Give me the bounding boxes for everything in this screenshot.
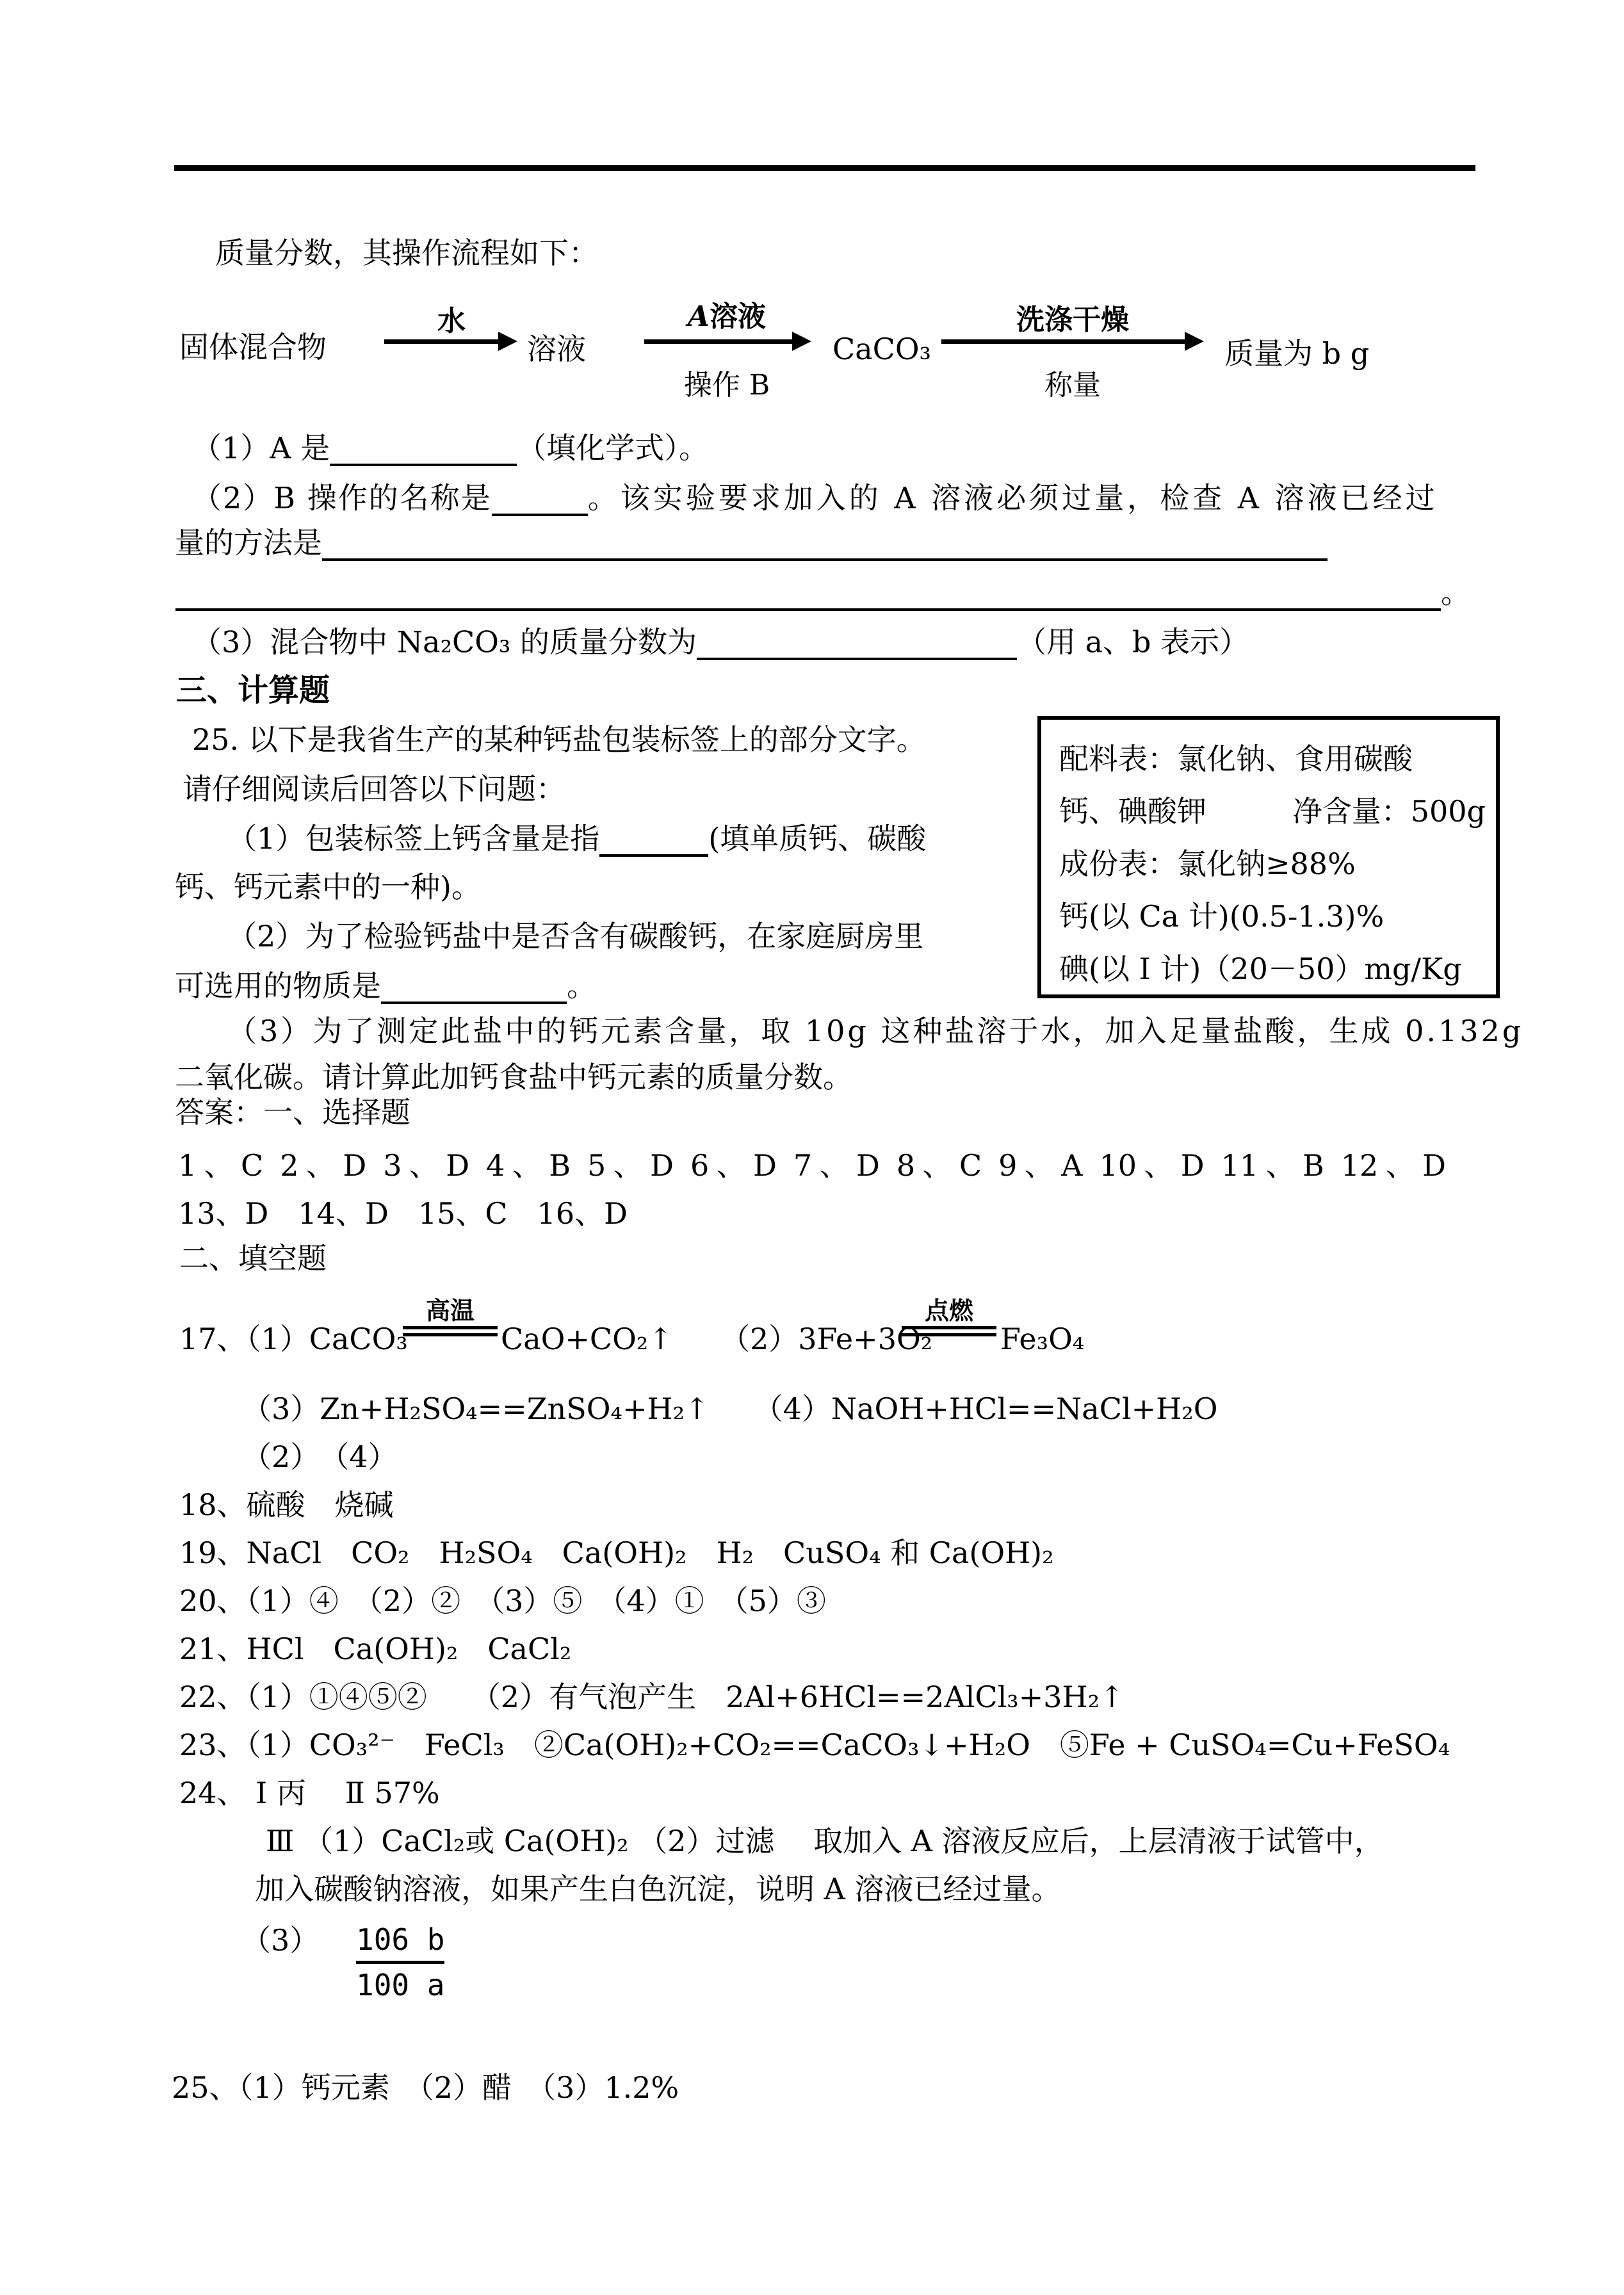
flow-arrow2-top-label: A溶液 [687,300,767,333]
equals-double-bar [902,1326,996,1336]
answer-22: 22、（1）①④⑤② （2）有气泡产生 2Al+6HCl==2AlCl₃+3H₂↑ [179,1680,1125,1714]
q24-item2-period: 。 [1441,575,1470,610]
label-box-net-weight: 净含量：500g [1292,794,1486,829]
a17-cond1-label: 高温 [425,1296,475,1325]
q25-item3-line1: （3）为了测定此盐中的钙元素含量，取 10g 这种盐溶于水，加入足量盐酸，生成 0.132g [227,1014,1524,1048]
flow-arrow2-bottom-label: 操作 B [683,369,770,401]
blank-underline [599,821,708,857]
flow-start-node: 固体混合物 [179,330,327,364]
flow-node-caco3: CaCO₃ [832,332,931,366]
answer-25: 25、（1）钙元素 （2）醋 （3）1.2% [172,2070,679,2105]
a17-lhs2: （2）3Fe+3O₂ [720,1322,933,1356]
q24-item1 [192,430,708,466]
label-box-line2 [1059,785,1496,838]
label-box-line5: 碘(以 I 计)（20－50）mg/Kg [1059,952,1462,986]
answer-24-row2: Ⅲ （1）CaCl₂或 Ca(OH)₂ （2）过滤 取加入 A 溶液反应后，上层清液于试管中， [266,1824,1384,1858]
answer-21: 21、HCl Ca(OH)₂ CaCl₂ [179,1632,572,1666]
blank-underline [492,480,588,516]
answers-mc-row1: 1、C 2、D 3、D 4、B 5、D 6、D 7、D 8、C 9、A 10、D 11、B 12、D [178,1148,1446,1183]
q24-item2 [192,480,1438,516]
fraction-bar [356,1961,444,1964]
a17-rhs1: CaO+CO₂↑ [501,1322,673,1356]
blank-underline [330,430,517,466]
ingredient-label-box [1037,716,1500,998]
flow-arrow3-bottom-label: 称量 [1044,369,1101,401]
answer-24-fraction [356,1920,444,2005]
equals-double-bar [403,1326,498,1336]
intro-line: 质量分数，其操作流程如下： [215,236,598,270]
blank-underline [322,525,1328,561]
q24-item2-cont [175,525,1328,561]
q24-item3-post: （用 a、b 表示） [1016,624,1249,660]
blank-underline [175,575,1441,611]
q24-item2-pre: （2）B 操作的名称是 [192,480,492,515]
answer-18: 18、硫酸 烧碱 [179,1488,394,1522]
q25-item2-pre: 可选用的物质是 [175,968,381,1003]
label-box-ingredients: 钙、碘酸钾 [1059,794,1206,829]
a17-rhs2: Fe₃O₄ [1000,1322,1085,1356]
q25-item1 [227,821,926,857]
flow-arrow-1 [384,339,498,344]
q24-item1-post: （填化学式）。 [517,430,709,466]
label-box-line4: 钙(以 Ca 计)(0.5-1.3)% [1059,899,1384,934]
answers-mc-row2: 13、D 14、D 15、C 16、D [178,1196,628,1231]
label-box-line3: 成份表：氯化钠≥88% [1059,847,1356,881]
a17-condition-eq1 [403,1296,498,1336]
q25-item3-line2: 二氧化碳。请计算此加钙食盐中钙元素的质量分数。 [175,1060,852,1094]
fraction-numerator: 106 b [356,1922,445,1957]
q24-item3-pre: （3）混合物中 Na₂CO₃ 的质量分数为 [192,624,697,660]
q25-item2-line1: （2）为了检验钙盐中是否含有碳酸钙，在家庭厨房里 [227,919,924,953]
a17-line2: （3）Zn+H₂SO₄==ZnSO₄+H₂↑ （4）NaOH+HCl==NaCl+H₂O [242,1391,1218,1426]
flow-arrow-2 [644,339,792,344]
answer-24-row3: 加入碳酸钠溶液，如果产生白色沉淀，说明 A 溶液已经过量。 [255,1872,1061,1906]
q25-item2-period: 。 [567,968,596,1003]
answers-heading: 答案：一、选择题 [175,1095,410,1130]
answer-19: 19、NaCl CO₂ H₂SO₄ Ca(OH)₂ H₂ CuSO₄ 和 Ca(OH)₂ [179,1536,1054,1570]
flow-arrow3-top-label: 洗涤干燥 [1016,304,1129,336]
answer-23: 23、（1）CO₃²⁻ FeCl₃ ②Ca(OH)₂+CO₂==CaCO₃↓+H₂O ⑤Fe + CuSO₄=Cu+FeSO₄ [179,1728,1450,1762]
q25-item1-pre: （1）包装标签上钙含量是指 [227,821,600,856]
answers-fill-heading: 二、填空题 [179,1241,327,1276]
q25-item2-line2 [175,968,596,1004]
fraction-denominator: 100 a [356,1968,445,2003]
q25-item1-cont: 钙、钙元素中的一种)。 [175,870,481,904]
answer-24-label3: （3） [241,1923,320,1958]
a17-condition-eq2 [902,1296,996,1336]
a17-cond2-label: 点燃 [924,1296,973,1325]
q24-item1-pre: （1）A 是 [192,430,330,466]
flow-result-node: 质量为 b g [1224,336,1370,371]
answer-24-row1: 24、 Ⅰ 丙 Ⅱ 57% [179,1776,440,1810]
flow-arrow-3 [941,339,1185,344]
section-calc-title: 三、计算题 [176,672,330,708]
flow-node-solution: 溶液 [527,332,586,366]
answer-20: 20、（1）④ （2）② （3）⑤ （4）① （5）③ [179,1584,826,1618]
a17-line3: （2） （4） [242,1439,398,1474]
q24-item2-post: 。该实验要求加入的 A 溶液必须过量，检查 A 溶液已经过 [587,480,1438,515]
q25-intro: 请仔细阅读后回答以下问题： [183,772,565,806]
blank-underline [381,968,567,1004]
header-rule [174,165,1475,171]
q24-item2-cont-text: 量的方法是 [175,525,322,560]
label-box-line1: 配料表：氯化钠、食用碳酸 [1059,742,1413,776]
flow-arrow1-label: 水 [437,305,466,337]
q24-item2-blankline [175,575,1470,611]
blank-underline [697,624,1017,660]
q24-item3 [192,624,1249,660]
q25-item1-post: (填单质钙、碳酸 [708,821,927,856]
q25-heading: 25. 以下是我省生产的某种钙盐包装标签上的部分文字。 [192,722,926,757]
a17-lhs1: 17、（1）CaCO₃ [179,1322,408,1356]
